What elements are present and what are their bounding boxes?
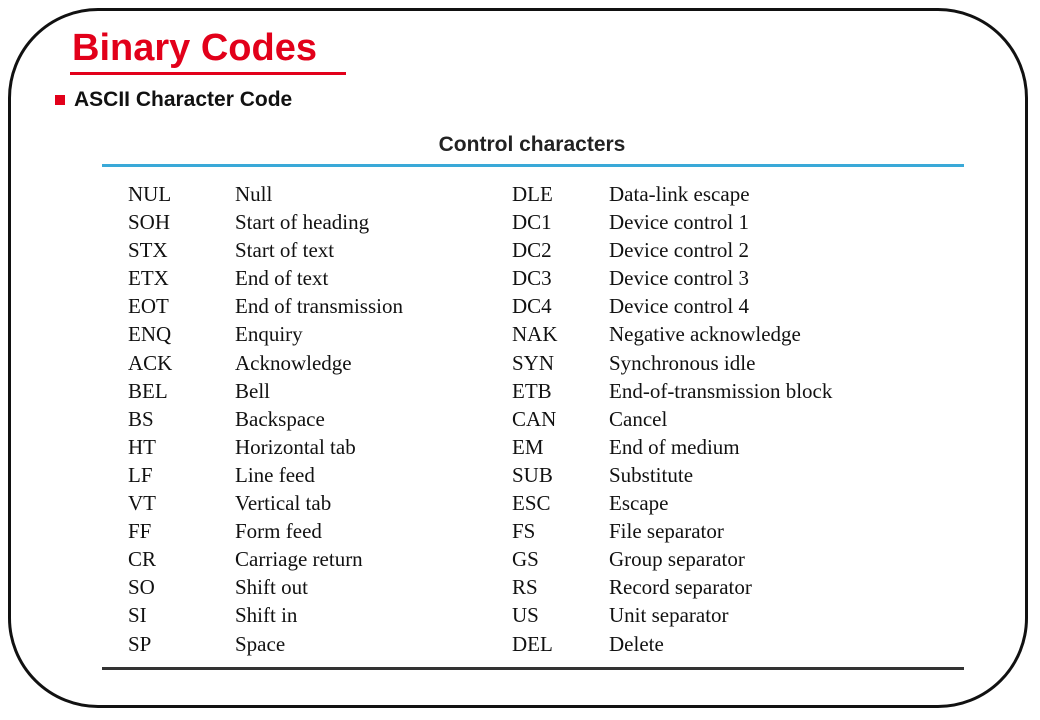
char-name: Negative acknowledge <box>609 322 801 347</box>
char-abbreviation: ACK <box>128 350 173 375</box>
table-row <box>102 236 962 264</box>
char-abbreviation: SO <box>128 575 155 600</box>
char-name: Cancel <box>609 406 668 431</box>
char-name: Shift out <box>235 575 308 600</box>
char-name: Start of heading <box>235 210 370 235</box>
char-abbreviation: DC4 <box>512 294 552 319</box>
char-abbreviation: SP <box>128 631 152 656</box>
table-row <box>102 320 962 348</box>
char-abbreviation: FS <box>512 519 536 544</box>
table-row <box>102 292 962 320</box>
table-row <box>102 630 962 658</box>
char-abbreviation: HT <box>128 434 156 459</box>
char-name: Start of text <box>235 238 335 263</box>
char-name: Substitute <box>609 462 694 487</box>
table-row <box>102 545 962 573</box>
title-underline <box>70 72 346 75</box>
char-abbreviation: DC2 <box>512 238 552 263</box>
char-abbreviation: DC3 <box>512 266 552 291</box>
table-row <box>102 180 962 208</box>
char-name: Enquiry <box>235 322 303 347</box>
char-name: End of medium <box>609 434 740 459</box>
bullet-text: ASCII Character Code <box>74 88 293 111</box>
char-abbreviation: CR <box>128 547 157 572</box>
char-name: Device control 3 <box>609 266 749 291</box>
char-abbreviation: VT <box>128 491 156 516</box>
char-name: Device control 2 <box>609 238 749 263</box>
table-row <box>102 517 962 545</box>
char-abbreviation: SYN <box>512 350 555 375</box>
char-abbreviation: LF <box>128 462 153 487</box>
char-name: File separator <box>609 519 724 544</box>
char-name: Vertical tab <box>235 491 332 516</box>
char-abbreviation: FF <box>128 519 152 544</box>
table-row <box>102 377 962 405</box>
slide-title: Binary Codes <box>72 27 317 69</box>
table-row <box>102 601 962 629</box>
char-name: Delete <box>609 631 664 656</box>
char-abbreviation: ETX <box>128 266 169 291</box>
char-abbreviation: BEL <box>128 378 168 403</box>
char-abbreviation: BS <box>128 406 154 431</box>
char-name: Group separator <box>609 547 745 572</box>
table-row <box>102 405 962 433</box>
char-name: Backspace <box>235 406 325 431</box>
char-abbreviation: ETB <box>512 378 552 403</box>
table-row <box>102 349 962 377</box>
char-name: Data-link escape <box>609 182 750 206</box>
char-abbreviation: ESC <box>512 491 551 516</box>
table-row <box>102 433 962 461</box>
char-abbreviation: RS <box>512 575 538 600</box>
char-name: Carriage return <box>235 547 363 572</box>
char-name: Horizontal tab <box>235 434 356 459</box>
char-abbreviation: NAK <box>512 322 558 347</box>
char-name: Space <box>235 631 286 656</box>
char-name: Unit separator <box>609 603 729 628</box>
char-abbreviation: DC1 <box>512 210 552 235</box>
control-characters-table <box>102 180 962 658</box>
char-abbreviation: DLE <box>512 182 553 206</box>
char-abbreviation: GS <box>512 547 539 572</box>
char-name: Device control 4 <box>609 294 749 319</box>
char-abbreviation: SOH <box>128 210 171 235</box>
table-top-rule <box>102 164 964 167</box>
char-name: End of text <box>235 266 329 291</box>
table-row <box>102 489 962 517</box>
char-abbreviation: EM <box>512 434 544 459</box>
char-name: Record separator <box>609 575 752 600</box>
table-row <box>102 461 962 489</box>
char-name: Form feed <box>235 519 322 544</box>
char-name: Shift in <box>235 603 298 628</box>
char-abbreviation: SUB <box>512 462 553 487</box>
bullet-square-icon <box>55 95 65 105</box>
char-abbreviation: STX <box>128 238 168 263</box>
char-abbreviation: EOT <box>128 294 169 319</box>
char-name: Synchronous idle <box>609 350 756 375</box>
char-abbreviation: ENQ <box>128 322 172 347</box>
table-bottom-rule <box>102 667 964 670</box>
char-name: Acknowledge <box>235 350 352 375</box>
char-name: Line feed <box>235 462 315 487</box>
char-name: End of transmission <box>235 294 403 319</box>
char-name: Escape <box>609 491 669 516</box>
char-abbreviation: NUL <box>128 182 172 206</box>
char-abbreviation: DEL <box>512 631 553 656</box>
char-abbreviation: CAN <box>512 406 557 431</box>
char-name: End-of-transmission block <box>609 378 833 403</box>
table-row <box>102 264 962 292</box>
table-row <box>102 208 962 236</box>
char-name: Device control 1 <box>609 210 749 235</box>
bullet-item <box>55 88 292 112</box>
char-abbreviation: US <box>512 603 539 628</box>
table-heading: Control characters <box>438 133 626 156</box>
table-row <box>102 573 962 601</box>
char-name: Null <box>235 182 273 206</box>
char-abbreviation: SI <box>128 603 147 628</box>
char-name: Bell <box>235 378 270 403</box>
